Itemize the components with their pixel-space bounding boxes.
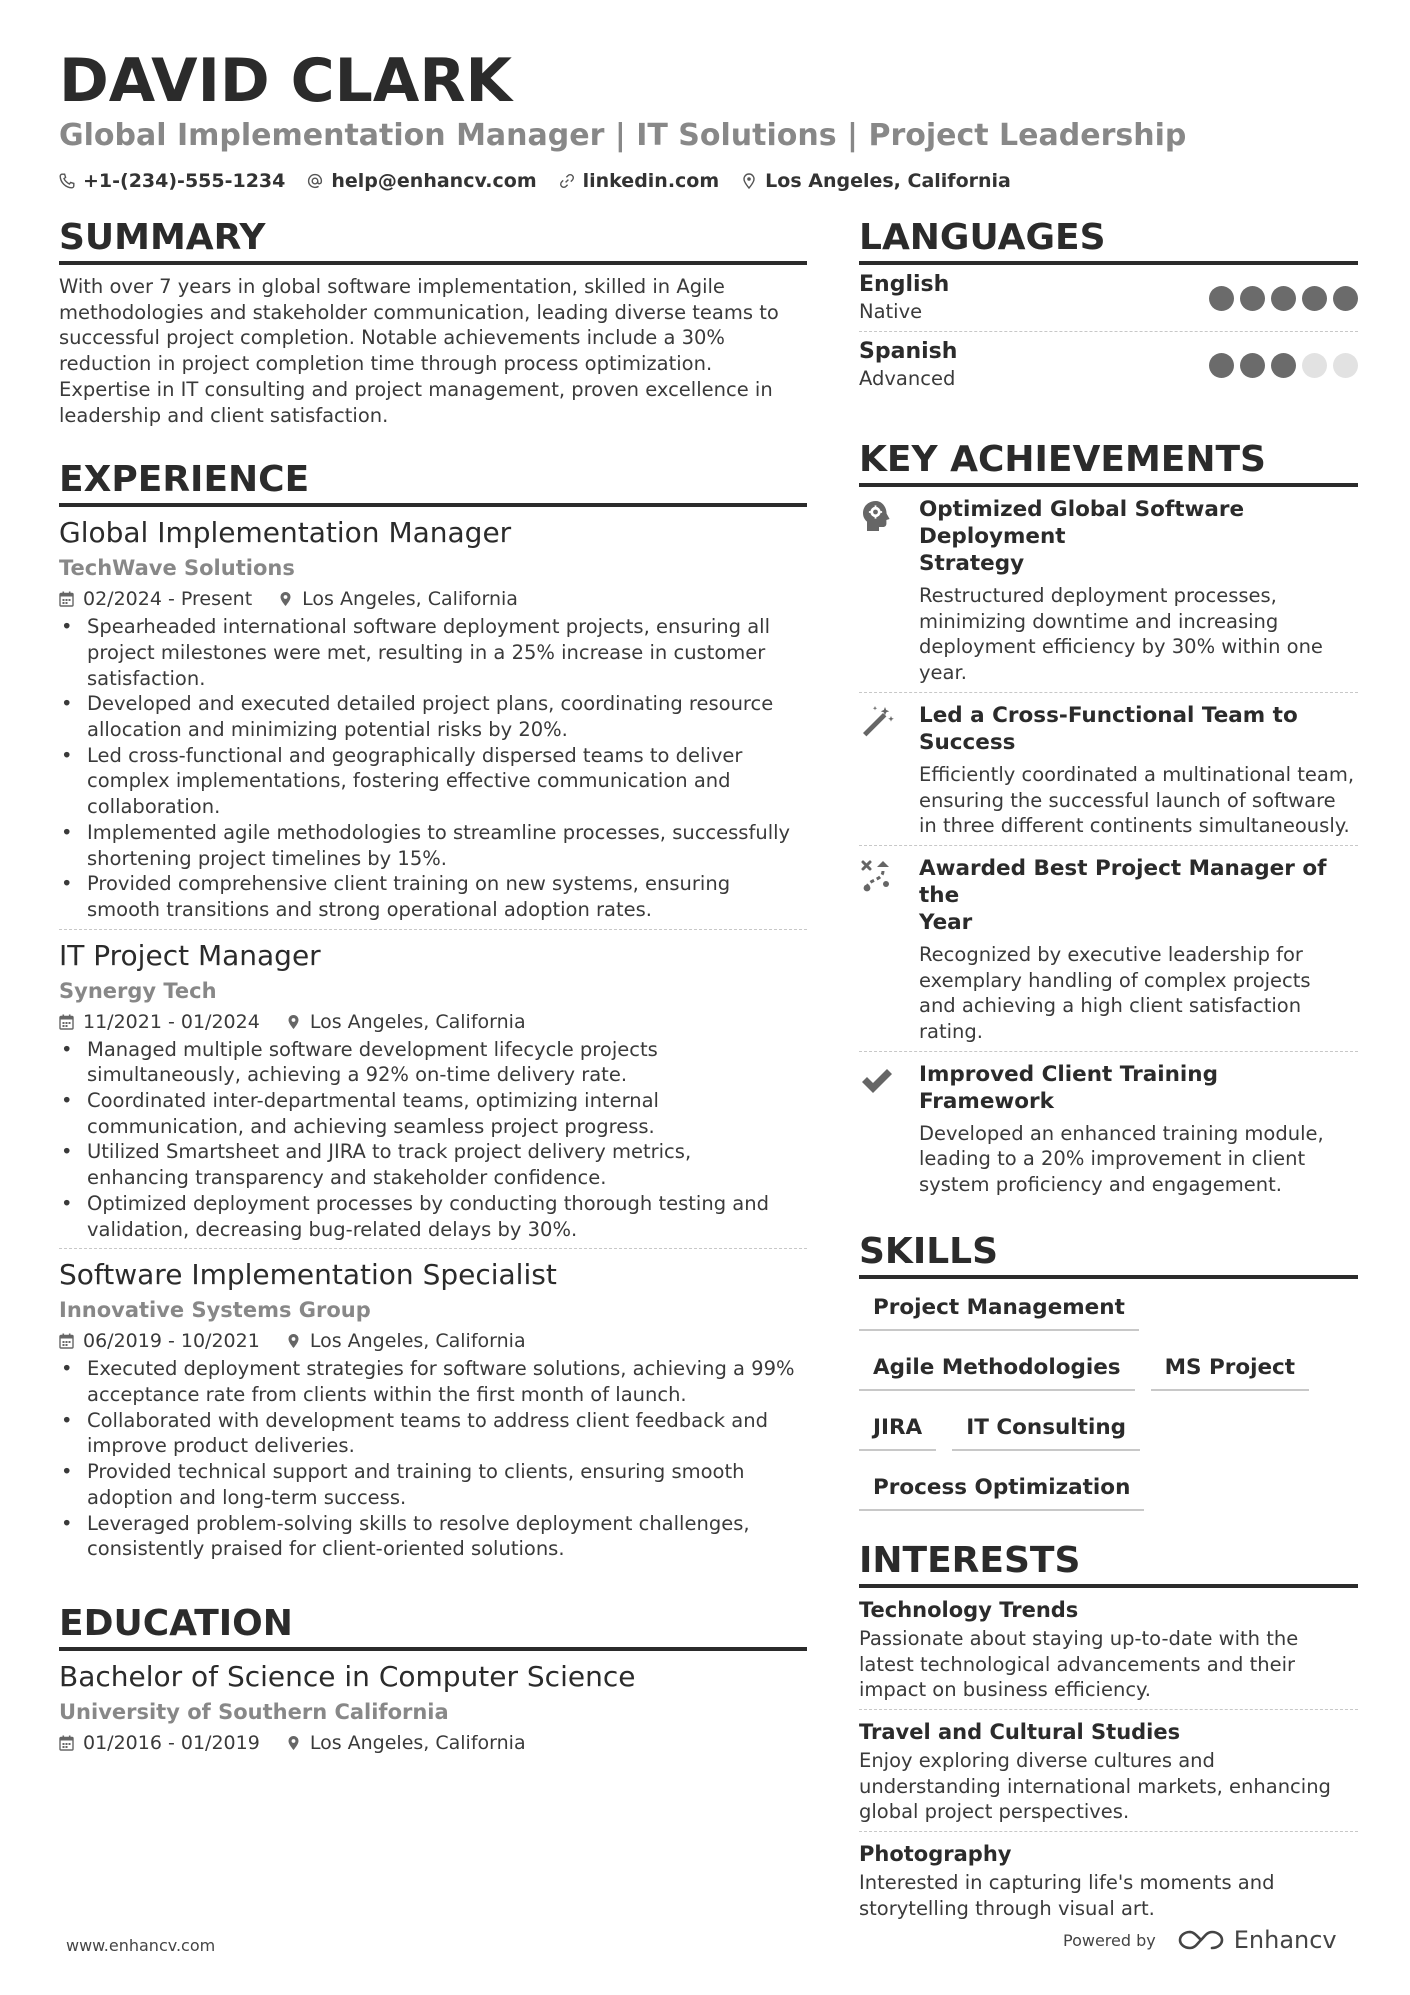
interest-description: Passionate about staying up-to-date with the latest technological advancements and their impact on business efficiency.: [859, 1626, 1299, 1702]
interests-section: [859, 1539, 1358, 1928]
at-icon: [307, 173, 323, 189]
summary-heading: SUMMARY: [59, 216, 807, 265]
language-level: Native: [859, 300, 923, 323]
job-title: Software Implementation Specialist: [59, 1258, 557, 1292]
experience-section: [59, 458, 807, 1568]
rating-dot-filled: [1271, 286, 1296, 311]
rating-dot-empty: [1302, 353, 1327, 378]
job-dates: [59, 1008, 260, 1036]
candidate-name: DAVID CLARK: [59, 46, 513, 116]
job-bullet: • Provided comprehensive client training on new systems, ensuring smooth transitions and strong operational adoption rates.: [59, 871, 807, 922]
summary-line: reduction in project completion time through process optimization.: [59, 352, 713, 376]
job-bullet: • Managed multiple software development lifecycle projects simultaneously, achieving a 92% on-time delivery rate.: [59, 1037, 807, 1088]
job-location: [278, 585, 518, 613]
brand-logo[interactable]: [1178, 1926, 1337, 1954]
map-pin-icon: [286, 1333, 301, 1349]
footer-branding: [1063, 1926, 1337, 1954]
interests-heading: INTERESTS: [859, 1539, 1358, 1588]
achievement-item: [859, 693, 1358, 846]
brand-name: Enhancv: [1233, 1926, 1337, 1954]
magic-wand-icon: [859, 704, 895, 740]
job-location-text: Los Angeles, California: [302, 588, 518, 611]
skills-list: [859, 1291, 1358, 1511]
education-meta: [59, 1729, 807, 1757]
summary-section: [59, 216, 807, 428]
checkmark-icon: [859, 1063, 895, 1099]
skill-tag: IT Consulting: [952, 1411, 1140, 1451]
right-column: [859, 216, 1358, 1927]
interest-item: [859, 1832, 1358, 1927]
job-bullet: • Executed deployment strategies for software solutions, achieving a 99% acceptance rate from clients within the first month of launch.: [59, 1356, 807, 1407]
language-rating: [1209, 286, 1358, 311]
language-name: Spanish: [859, 339, 958, 364]
language-name: English: [859, 272, 950, 297]
job-meta: [59, 585, 807, 613]
job-meta: [59, 1008, 807, 1036]
contact-email-text: help@enhancv.com: [331, 170, 537, 192]
link-icon: [559, 173, 575, 189]
achievement-title: Optimized Global Software Deployment Strategy: [919, 497, 1245, 576]
language-level: Advanced: [859, 367, 956, 390]
job-bullet: • Collaborated with development teams to address client feedback and improve product deliveries.: [59, 1408, 807, 1459]
job-bullets: [59, 614, 807, 922]
job-dates: [59, 585, 252, 613]
job-title: IT Project Manager: [59, 938, 321, 972]
calendar-icon: [59, 1333, 74, 1349]
skill-tag: MS Project: [1151, 1351, 1309, 1391]
achievement-description: Restructured deployment processes, minimizing downtime and increasing deployment efficiency by 30% within one year.: [919, 584, 1323, 685]
interest-description: Interested in capturing life's moments and storytelling through visual art.: [859, 1871, 1275, 1920]
experience-heading: EXPERIENCE: [59, 458, 807, 507]
contact-linkedin-text: linkedin.com: [582, 170, 720, 192]
job-location-text: Los Angeles, California: [309, 1330, 526, 1353]
summary-line: successful project completion. Notable achievements include a 30%: [59, 326, 725, 350]
summary-line: methodologies and stakeholder communication, leading diverse teams to: [59, 300, 779, 324]
achievement-title: Led a Cross-Functional Team to Success: [919, 702, 1298, 755]
skill-tag: Project Management: [859, 1291, 1139, 1331]
contact-linkedin[interactable]: [559, 170, 720, 192]
job-bullet: • Implemented agile methodologies to streamline processes, successfully shortening project timelines by 15%.: [59, 820, 807, 871]
candidate-tagline: Global Implementation Manager | IT Solutions | Project Leadership: [59, 118, 1187, 153]
achievements-section: [859, 438, 1358, 1204]
contact-bar: [59, 168, 1011, 194]
education-entry: [59, 1651, 807, 1763]
interest-title: Travel and Cultural Studies: [859, 1719, 1181, 1744]
calendar-icon: [59, 591, 74, 607]
rating-dot-filled: [1240, 353, 1265, 378]
achievement-item: [859, 846, 1358, 1052]
left-column: [59, 216, 807, 1763]
phone-icon: [59, 173, 75, 189]
achievement-item: [859, 487, 1358, 693]
job-dates-text: 11/2021 - 01/2024: [83, 1010, 260, 1033]
contact-location: [741, 170, 1011, 192]
job-entry: [59, 1249, 807, 1568]
job-bullet: • Optimized deployment processes by conducting thorough testing and validation, decreasing bug-related delays by 30%.: [59, 1191, 807, 1242]
skill-tag: Process Optimization: [859, 1471, 1144, 1511]
head-gear-icon: [859, 498, 895, 534]
job-company: TechWave Solutions: [59, 556, 295, 581]
job-location: [286, 1008, 526, 1036]
achievement-title: Awarded Best Project Manager of the Year: [919, 855, 1327, 935]
interest-item: [859, 1588, 1358, 1710]
education-dates-text: 01/2016 - 01/2019: [83, 1731, 260, 1754]
languages-section: [859, 216, 1358, 398]
rating-dot-empty: [1333, 353, 1358, 378]
job-dates-text: 06/2019 - 10/2021: [83, 1330, 260, 1353]
education-section: [59, 1602, 807, 1763]
strategy-route-icon: [859, 857, 895, 893]
job-entry: [59, 930, 807, 1250]
education-location: [286, 1729, 526, 1757]
powered-by-label: Powered by: [1063, 1930, 1156, 1950]
job-bullets: [59, 1356, 807, 1562]
contact-phone-text: +1-(234)-555-1234: [83, 170, 286, 192]
summary-line: leadership and client satisfaction.: [59, 403, 389, 427]
contact-email[interactable]: [307, 170, 536, 192]
language-item: [859, 265, 1358, 332]
job-company: Innovative Systems Group: [59, 1298, 371, 1323]
summary-line: With over 7 years in global software implementation, skilled in Agile: [59, 275, 725, 298]
job-bullets: [59, 1037, 807, 1243]
achievement-item: [859, 1052, 1358, 1204]
achievement-description: Recognized by executive leadership for exemplary handling of complex projects and achieving a high client satisfaction rating.: [919, 942, 1311, 1044]
calendar-icon: [59, 1735, 74, 1751]
job-title: Global Implementation Manager: [59, 516, 512, 550]
interest-title: Technology Trends: [859, 1597, 1079, 1622]
achievements-heading: KEY ACHIEVEMENTS: [859, 438, 1358, 487]
rating-dot-filled: [1209, 286, 1234, 311]
job-bullet: • Provided technical support and training to clients, ensuring smooth adoption and long-term success.: [59, 1459, 807, 1510]
map-pin-icon: [286, 1014, 301, 1030]
school-name: University of Southern California: [59, 1699, 449, 1724]
rating-dot-filled: [1271, 353, 1296, 378]
job-entry: [59, 507, 807, 929]
map-pin-icon: [741, 173, 757, 189]
rating-dot-filled: [1240, 286, 1265, 311]
job-location: [286, 1327, 526, 1355]
job-bullet: • Coordinated inter-departmental teams, optimizing internal communication, and achieving seamless project progress.: [59, 1088, 807, 1139]
map-pin-icon: [286, 1735, 301, 1751]
footer-website[interactable]: www.enhancv.com: [66, 1936, 216, 1955]
contact-location-text: Los Angeles, California: [765, 170, 1011, 192]
skills-heading: SKILLS: [859, 1230, 1358, 1279]
achievement-description: Efficiently coordinated a multinational team, ensuring the successful launch of software in three different continents simultaneously.: [919, 762, 1355, 838]
contact-phone[interactable]: [59, 170, 285, 192]
job-bullet: • Leveraged problem-solving skills to resolve deployment challenges, consistently praised for client-oriented solutions.: [59, 1511, 807, 1562]
job-bullet: • Led cross-functional and geographically dispersed teams to deliver complex implementations, fostering effective communication and collaboration.: [59, 743, 807, 820]
job-meta: [59, 1327, 807, 1355]
rating-dot-filled: [1302, 286, 1327, 311]
job-company: Synergy Tech: [59, 978, 217, 1003]
skill-tag: JIRA: [859, 1411, 936, 1451]
job-bullet: • Utilized Smartsheet and JIRA to track project delivery metrics, enhancing transparency and stakeholder confidence.: [59, 1139, 807, 1190]
job-dates: [59, 1327, 260, 1355]
education-location-text: Los Angeles, California: [309, 1731, 526, 1754]
language-item: [859, 332, 1358, 398]
job-bullet: • Spearheaded international software deployment projects, ensuring all project milestones were met, resulting in a 25% increase in customer satisfaction.: [59, 614, 807, 691]
enhancv-logo-icon: [1178, 1928, 1224, 1952]
skills-section: [859, 1230, 1358, 1511]
education-heading: EDUCATION: [59, 1602, 807, 1651]
interest-description: Enjoy exploring diverse cultures and understanding international markets, enhancing global project perspectives.: [859, 1748, 1331, 1824]
job-dates-text: 02/2024 - Present: [83, 588, 253, 611]
job-bullet: • Developed and executed detailed project plans, coordinating resource allocation and minimizing potential risks by 20%.: [59, 691, 807, 742]
summary-text: [59, 274, 807, 428]
calendar-icon: [59, 1014, 74, 1030]
summary-line: Expertise in IT consulting and project management, proven excellence in: [59, 377, 773, 401]
languages-heading: LANGUAGES: [859, 216, 1358, 265]
job-location-text: Los Angeles, California: [309, 1010, 526, 1033]
skill-tag: Agile Methodologies: [859, 1351, 1135, 1391]
map-pin-icon: [278, 591, 293, 607]
rating-dot-filled: [1333, 286, 1358, 311]
degree-title: Bachelor of Science in Computer Science: [59, 1659, 636, 1693]
achievement-title: Improved Client Training Framework: [919, 1061, 1218, 1114]
rating-dot-filled: [1209, 353, 1234, 378]
education-dates: [59, 1729, 260, 1757]
interest-item: [859, 1710, 1358, 1832]
language-rating: [1209, 353, 1358, 378]
interest-title: Photography: [859, 1842, 1012, 1867]
achievement-description: Developed an enhanced training module, leading to a 20% improvement in client system proficiency and engagement.: [919, 1121, 1324, 1197]
